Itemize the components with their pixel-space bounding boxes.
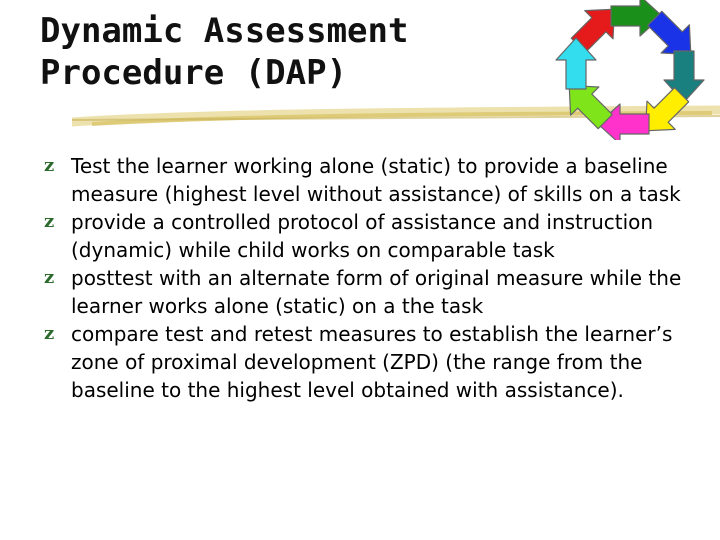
bullet-text: provide a controlled protocol of assistance and instruction (dynamic) while child works on comparable task bbox=[71, 210, 654, 262]
bullet-list bbox=[44, 152, 694, 404]
bullet-marker-icon: z bbox=[44, 211, 55, 232]
bullet-marker-icon: z bbox=[44, 155, 55, 176]
title-line-2: Procedure (DAP) bbox=[40, 53, 348, 93]
slide-title bbox=[40, 10, 540, 94]
cycle-arrows-icon bbox=[555, 0, 705, 140]
bullet-marker-icon: z bbox=[44, 323, 55, 344]
title-line-1: Dynamic Assessment bbox=[40, 11, 409, 51]
bullet-item bbox=[44, 208, 694, 264]
bullet-text: posttest with an alternate form of original measure while the learner works alone (static) on a the task bbox=[71, 266, 682, 318]
bullet-item bbox=[44, 152, 694, 208]
bullet-text: Test the learner working alone (static) to provide a baseline measure (highest level without assistance) of skills on a task bbox=[71, 154, 681, 206]
bullet-item bbox=[44, 264, 694, 320]
bullet-marker-icon: z bbox=[44, 267, 55, 288]
bullet-text: compare test and retest measures to establish the learner’s zone of proximal development (ZPD) (the range from the baseline to the highest level obtained with assistance). bbox=[71, 322, 673, 402]
bullet-item bbox=[44, 320, 694, 404]
